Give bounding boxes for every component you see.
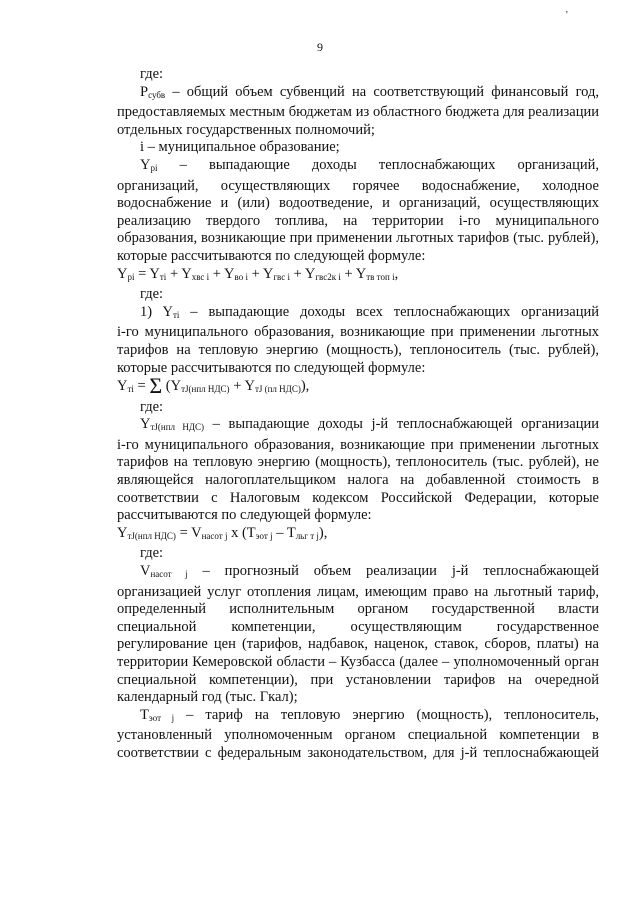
formula-text: Y bbox=[117, 378, 128, 395]
formula-subscript: тв топ i bbox=[366, 271, 395, 282]
definition-line: регулирование цен (тарифов, надбавок, наценок, ставок, сборов, платы) на bbox=[117, 636, 599, 653]
definition-ytj: $Y_{тJ(нпл НДС)}$ – выпадающие доходы j-й теплоснабжающей организации bbox=[140, 416, 599, 433]
definition-ypi: $Y_{pi}$ – выпадающие доходы теплоснабжающих организаций, bbox=[140, 156, 599, 173]
definition-line: образования, возникающие при применении льготных тарифов (тыс. рублей), bbox=[117, 230, 599, 247]
definition-line: которые рассчитываются по следующей формуле: bbox=[117, 247, 426, 264]
sum-symbol: Σ bbox=[149, 373, 163, 399]
formula-subscript: во i bbox=[234, 271, 248, 282]
where-label: где: bbox=[140, 66, 164, 82]
definition-line: календарный год (тыс. Гкал); bbox=[117, 689, 298, 706]
definition-line: i-го муниципального образования, возникающие при применении льготных bbox=[117, 436, 599, 453]
definition-line: которые рассчитываются по следующей формуле: bbox=[117, 359, 426, 376]
definition-line: территории Кемеровской области – Кузбасса (далее – уполномоченный орган bbox=[117, 654, 599, 670]
formula-subscript: тJ (пл НДС) bbox=[254, 384, 301, 395]
definition-line: соответствии с федеральным законодательством, для j-й теплоснабжающей bbox=[117, 744, 599, 761]
definition-line: тарифов на тепловую энергию (мощность), теплоноситель (тыс. рублей), не bbox=[117, 454, 599, 471]
definition-line: организацией услуг отопления лицам, имеющим право на льготный тариф, bbox=[117, 583, 599, 600]
definition-line: реализацию твердого топлива, на территории i-го муниципального bbox=[117, 212, 599, 229]
definition-teot: $T_{эот j}$ – тариф на тепловую энергию (мощность), теплоноситель, bbox=[140, 706, 599, 723]
formula-text: Y bbox=[117, 265, 128, 282]
definition-line: специальной компетенции, осуществляющим государственное bbox=[117, 618, 599, 635]
formula-ytj bbox=[117, 525, 599, 546]
formula-text: = bbox=[133, 378, 150, 395]
definition-vnas: $V_{насот j}$ – прогнозный объем реализации j-й теплоснабжающей bbox=[140, 563, 599, 580]
formula-text: = V bbox=[175, 524, 202, 541]
formula-subscript: насот j bbox=[201, 530, 228, 541]
definition-line: организаций, осуществляющих горячее водоснабжение, холодное bbox=[117, 177, 599, 194]
formula-text: + Y bbox=[289, 265, 316, 282]
definition-line: i-го муниципального образования, возникающие при применении льготных bbox=[117, 324, 599, 341]
definition-line: отдельных государственных полномочий; bbox=[117, 121, 375, 138]
definition-line: тарифов на тепловую энергию (мощность), теплоноситель (тыс. рублей), bbox=[117, 341, 599, 358]
formula-text: + Y bbox=[229, 378, 255, 395]
where-label: где: bbox=[140, 286, 164, 303]
formula-subscript: pi bbox=[127, 271, 135, 282]
definition-line: являющейся налогоплательщиком налога на добавленной стоимость в bbox=[117, 472, 599, 489]
definition-line: специальной компетенции), при установлении тарифов на очередной bbox=[117, 671, 599, 688]
formula-subscript: льг т j bbox=[295, 530, 319, 541]
formula-subscript: эот j bbox=[255, 530, 273, 541]
formula-ypi bbox=[117, 266, 599, 287]
page-number: 9 bbox=[317, 40, 323, 54]
formula-text: , bbox=[394, 265, 399, 282]
formula-subscript: тJ(нпл НДС) bbox=[181, 384, 230, 395]
definition-line: определенный исполнительным органом государственной власти bbox=[117, 601, 599, 618]
definition-line: установленный уполномоченным органом специальной компетенции в bbox=[117, 727, 599, 744]
formula-text: + Y bbox=[340, 265, 367, 282]
document-body bbox=[117, 66, 599, 763]
formula-subscript: хвс i bbox=[191, 271, 210, 282]
corner-mark: ' bbox=[566, 10, 568, 21]
formula-yti bbox=[117, 373, 599, 399]
formula-subscript: тi bbox=[127, 384, 134, 395]
formula-text: = Y bbox=[134, 265, 160, 282]
formula-text: ), bbox=[318, 524, 328, 541]
formula-text: x (T bbox=[227, 524, 256, 541]
formula-text: + Y bbox=[247, 265, 274, 282]
formula-subscript: тJ(нпл НДС) bbox=[127, 530, 176, 541]
formula-text: Y bbox=[117, 524, 128, 541]
formula-subscript: гвс2к i bbox=[315, 271, 341, 282]
definition-p-subv: $Р_{субв}$ – общий объем субвенций на соответствующий финансовый год, bbox=[140, 83, 599, 100]
definition-line: соответствии с Налоговым кодексом Российской Федерации, которые bbox=[117, 489, 599, 506]
formula-text: – T bbox=[272, 524, 296, 541]
definition-line: предоставляемых местным бюджетам из областного бюджета для реализации bbox=[117, 104, 599, 121]
formula-subscript: гвс i bbox=[273, 271, 290, 282]
where-label: где: bbox=[140, 398, 164, 415]
formula-subscript: тi bbox=[159, 271, 167, 282]
formula-text: ), bbox=[300, 378, 310, 395]
definition-line: рассчитываются по следующей формуле: bbox=[117, 507, 372, 524]
formula-text: + Y bbox=[166, 265, 192, 282]
where-label: где: bbox=[140, 545, 164, 562]
definition-i: i – муниципальное образование; bbox=[140, 139, 340, 156]
formula-text: + Y bbox=[209, 265, 235, 282]
formula-text: (Y bbox=[162, 378, 182, 395]
definition-yti: 1) $Y_{тi}$ – выпадающие доходы всех теплоснабжающих организаций bbox=[140, 303, 599, 320]
definition-line: водоснабжение и (или) водоотведение, и организаций, осуществляющих bbox=[117, 195, 599, 212]
